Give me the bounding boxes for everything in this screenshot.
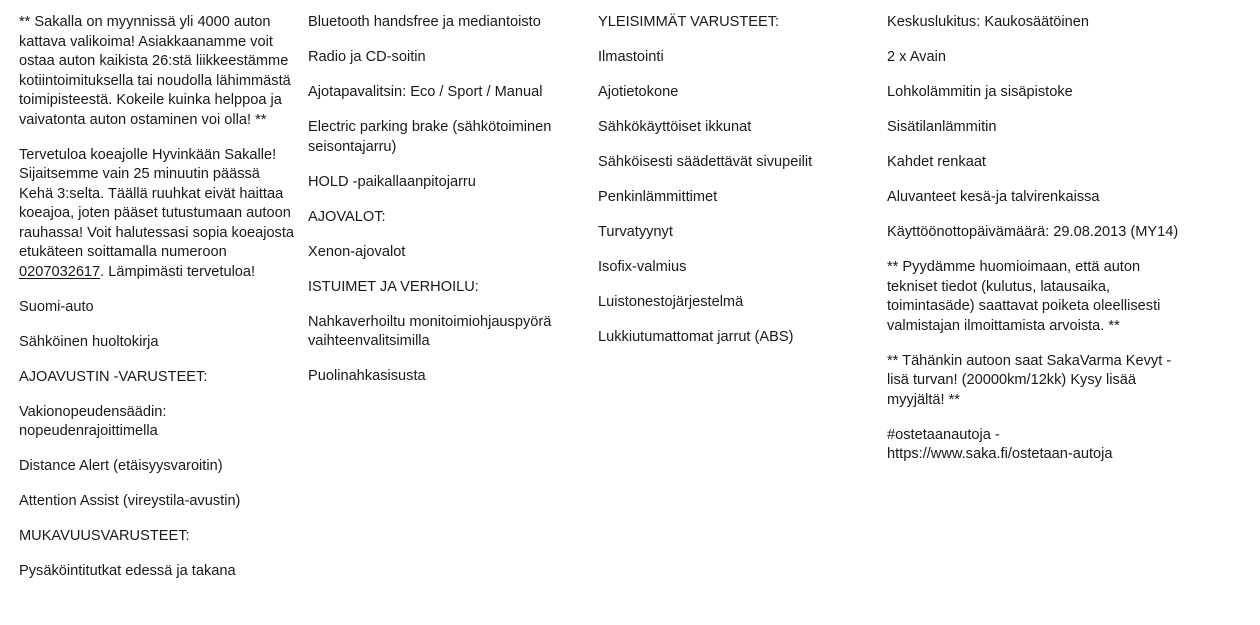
welcome-text-end: . Lämpimästi tervetuloa! xyxy=(100,263,256,280)
registration-date: Käyttöönottopäivämäärä: 29.08.2013 (MY14) xyxy=(887,224,1179,240)
feature-item: Sähköinen huoltokirja xyxy=(19,333,159,350)
welcome-text-body: Tervetuloa koeajolle Hyvinkään Sakalle! Sijaitsemme vain 25 minuutin päässä Kehä 3:selta. Täällä ruuhkat eivät haittaa koeajoa, joten pääset tutustumaan autoon rauhassa! Voit halutessasi sopia koeajosta etukäteen soittamalla numeroon xyxy=(19,146,295,260)
feature-item: Distance Alert (etäisyysvaroitin) xyxy=(19,458,223,474)
section-heading-yleisimmat: YLEISIMMÄT VARUSTEET: xyxy=(598,14,780,30)
feature-item: Pysäköintitutkat edessä ja takana xyxy=(19,563,236,579)
column-4 xyxy=(887,13,1179,480)
feature-item: Isofix-valmius xyxy=(598,259,687,275)
feature-item: 2 x Avain xyxy=(887,49,946,65)
technical-data-disclaimer: ** Pyydämme huomioimaan, että auton tekniset tiedot (kulutus, latausaika, toimintasäde) saattavat poiketa oleellisesti valmistajan ilmoittamista arvoista. ** xyxy=(887,259,1161,334)
feature-item: Kahdet renkaat xyxy=(887,154,986,170)
feature-item: Radio ja CD-soitin xyxy=(308,49,426,65)
feature-item: Vakionopeudensäädin: nopeudenrajoittimella xyxy=(19,403,167,439)
feature-item: Ajotapavalitsin: Eco / Sport / Manual xyxy=(308,84,543,100)
feature-item: Penkinlämmittimet xyxy=(598,189,718,205)
column-1 xyxy=(19,13,297,597)
feature-item: Sähköisesti säädettävät sivupeilit xyxy=(598,154,813,170)
sales-intro-text: ** Sakalla on myynnissä yli 4000 auton kattava valikoima! Asiakkaanamme voit ostaa auton kaikista 26:stä liikkeestämme kotiintoimituksella tai noudolla lähimmästä toimipisteestä. Kokeile kuinka helppoa ja vaivatonta auton ostaminen voi olla! ** xyxy=(19,14,291,128)
feature-item: Xenon-ajovalot xyxy=(308,243,406,260)
warranty-offer-text: ** Tähänkin autoon saat SakaVarma Kevyt -lisä turvan! (20000km/12kk) Kysy lisää myyjältä! ** xyxy=(887,352,1172,408)
feature-item: Attention Assist (vireystila-avustin) xyxy=(19,493,241,509)
feature-item: Lukkiutumattomat jarrut (ABS) xyxy=(598,329,794,345)
feature-item: Sisätilanlämmitin xyxy=(887,119,997,135)
feature-item: Aluvanteet kesä-ja talvirenkaissa xyxy=(887,189,1100,205)
feature-item: Ajotietokone xyxy=(598,84,679,100)
feature-item: Puolinahkasisusta xyxy=(308,368,426,384)
feature-item: HOLD -paikallaanpitojarru xyxy=(308,173,476,190)
feature-item: Electric parking brake (sähkötoiminen seisontajarru) xyxy=(308,119,552,155)
welcome-text xyxy=(19,146,297,283)
feature-item: Bluetooth handsfree ja mediantoisto xyxy=(308,14,541,30)
feature-item: Turvatyynyt xyxy=(598,224,673,240)
section-heading-ajoavustin: AJOAVUSTIN -VARUSTEET: xyxy=(19,368,208,385)
feature-item: Nahkaverhoiltu monitoimiohjauspyörä vaihteenvalitsimilla xyxy=(308,313,552,349)
section-heading-ajovalot: AJOVALOT: xyxy=(308,208,386,225)
section-heading-istuimet: ISTUIMET JA VERHOILU: xyxy=(308,278,479,295)
section-heading-mukavuus: MUKAVUUSVARUSTEET: xyxy=(19,528,190,544)
feature-item: Suomi-auto xyxy=(19,298,94,315)
column-2 xyxy=(308,13,580,402)
feature-item: Ilmastointi xyxy=(598,49,664,65)
buy-cars-link-text: #ostetaanautoja - https://www.saka.fi/ostetaan-autoja xyxy=(887,426,1113,462)
feature-item: Sähkökäyttöiset ikkunat xyxy=(598,119,752,135)
column-3 xyxy=(598,13,870,363)
phone-number-link[interactable]: 0207032617 xyxy=(19,263,101,280)
feature-item: Lohkolämmitin ja sisäpistoke xyxy=(887,84,1073,100)
feature-item: Keskuslukitus: Kaukosäätöinen xyxy=(887,14,1090,30)
feature-item: Luistonestojärjestelmä xyxy=(598,294,744,310)
